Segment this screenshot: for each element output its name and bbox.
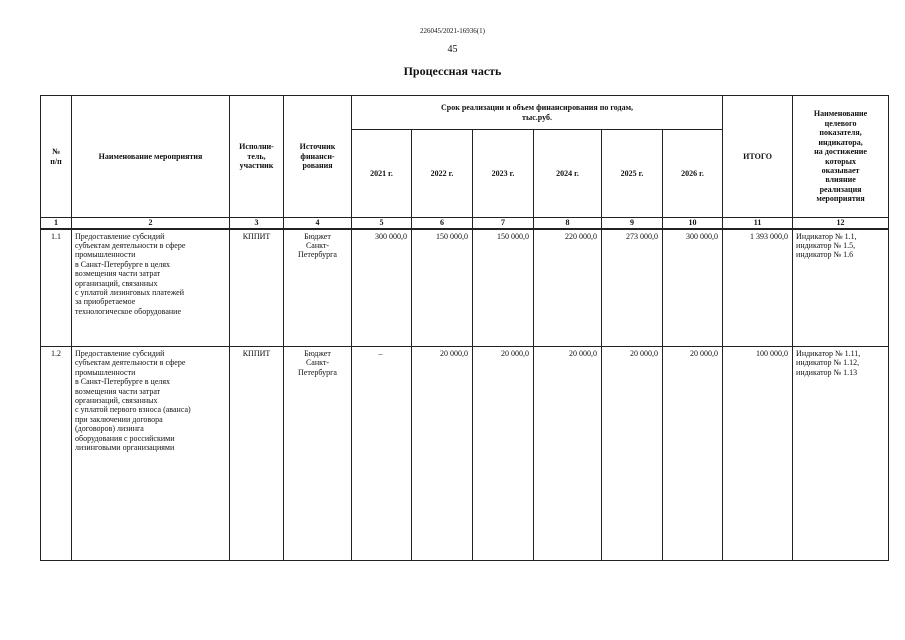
table-row [41,347,889,561]
text-line: технологическое оборудование [75,306,181,316]
text-line: влияние [825,175,856,185]
column-number: 8 [534,218,602,229]
header-total: ИТОГО [723,96,793,218]
text-line: мероприятия [816,194,865,204]
column-number: 11 [723,218,793,229]
value-2023: 150 000,0 [473,229,534,347]
value-2024: 220 000,0 [534,229,602,347]
column-number: 1 [41,218,72,229]
text-line: Санкт- [305,358,330,368]
text-line: тыс.руб. [522,112,552,122]
column-number: 3 [230,218,284,229]
executor-cell: КППИТ [230,229,284,347]
text-line: Петербурга [298,367,337,377]
text-line: индикатор № 1.12, [796,358,860,368]
indicator-cell [793,229,889,347]
text-line: промышленности [75,250,136,260]
text-line: в Санкт-Петербурге в целях [75,259,171,269]
header-year: 2024 г. [534,130,602,218]
row-number: 1.1 [41,229,72,347]
total-cell: 1 393 000,0 [723,229,793,347]
activity-name [72,229,230,347]
text-line: за приобретаемое [75,297,136,307]
text-line: оказывает [821,165,860,175]
activity-name [72,347,230,561]
value-2021: – [352,347,412,561]
text-line: целевого [824,118,857,128]
text-line: субъектам деятельности в сфере [75,358,186,368]
text-line: реализация [819,184,862,194]
text-line: в Санкт-Петербурге в целях [75,377,171,387]
text-line: организаций, связанных [75,278,158,288]
header-no [41,96,72,218]
header-year: 2021 г. [352,130,412,218]
table-row [41,229,889,347]
text-line: организаций, связанных [75,396,158,406]
value-2022: 150 000,0 [412,229,473,347]
text-line: Источник [299,142,336,152]
text-line: индикатор № 1.5, [796,240,856,250]
text-line: Индикатор № 1.11, [796,349,861,358]
text-line: на достижение [814,147,867,157]
text-line: Срок реализации и объем финансирования по годам, [440,103,634,113]
value-2024: 20 000,0 [534,347,602,561]
column-number: 9 [602,218,663,229]
column-number: 2 [72,218,230,229]
text-line: Исполни- [239,142,274,152]
text-line: оборудования с российскими [75,433,175,443]
source-cell [284,347,352,561]
text-line: тель, [247,151,266,161]
text-line: возмещения части затрат [75,269,161,279]
text-line: с уплатой первого взноса (аванса) [75,405,191,415]
header-year: 2025 г. [602,130,663,218]
header-indicator [793,96,889,218]
value-2026: 300 000,0 [663,229,723,347]
text-line: при заключении договора [75,414,163,424]
header-year: 2026 г. [663,130,723,218]
text-line: № [51,147,61,157]
text-line: индикатор № 1.6 [796,250,854,260]
value-2025: 20 000,0 [602,347,663,561]
section-title: Процессная часть [403,64,502,78]
text-line: возмещения части затрат [75,386,161,396]
text-line: лизинговыми организациями [75,443,175,453]
column-number: 10 [663,218,723,229]
value-2026: 20 000,0 [663,347,723,561]
column-number: 5 [352,218,412,229]
header-period-group [352,96,723,130]
text-line: индикатора, [818,137,863,147]
header-executor [230,96,284,218]
text-line: которых [825,156,856,166]
text-line: Предоставление субсидий [75,231,165,241]
column-number: 4 [284,218,352,229]
text-line: Бюджет [304,349,331,358]
source-cell [284,229,352,347]
executor-cell: КППИТ [230,347,284,561]
document-id: 226045/2021-16936(1) [420,27,485,35]
financing-table [40,95,889,561]
column-number: 12 [793,218,889,229]
text-line: промышленности [75,367,136,377]
value-2023: 20 000,0 [473,347,534,561]
text-line: Петербурга [298,250,337,260]
text-line: Наименование [813,109,868,119]
indicator-cell [793,347,889,561]
text-line: Бюджет [304,231,331,241]
text-line: с уплатой лизинговых платежей [75,287,184,297]
header-year: 2023 г. [473,130,534,218]
text-line: индикатор № 1.13 [796,367,858,377]
text-line: п/п [50,156,62,166]
text-line: участник [239,161,274,171]
row-number: 1.2 [41,347,72,561]
text-line: финанси- [300,151,335,161]
header-source [284,96,352,218]
text-line: показателя, [819,128,862,138]
text-line: Санкт- [305,240,330,250]
total-cell: 100 000,0 [723,347,793,561]
text-line: субъектам деятельности в сфере [75,240,186,250]
text-line: (договоров) лизинга [75,424,144,434]
text-line: Индикатор № 1.1, [796,231,857,241]
value-2022: 20 000,0 [412,347,473,561]
header-name: Наименование мероприятия [72,96,230,218]
text-line: рования [302,161,333,171]
page-number: 45 [447,44,458,55]
text-line: Предоставление субсидий [75,349,165,358]
column-number: 7 [473,218,534,229]
value-2021: 300 000,0 [352,229,412,347]
column-number: 6 [412,218,473,229]
header-year: 2022 г. [412,130,473,218]
value-2025: 273 000,0 [602,229,663,347]
